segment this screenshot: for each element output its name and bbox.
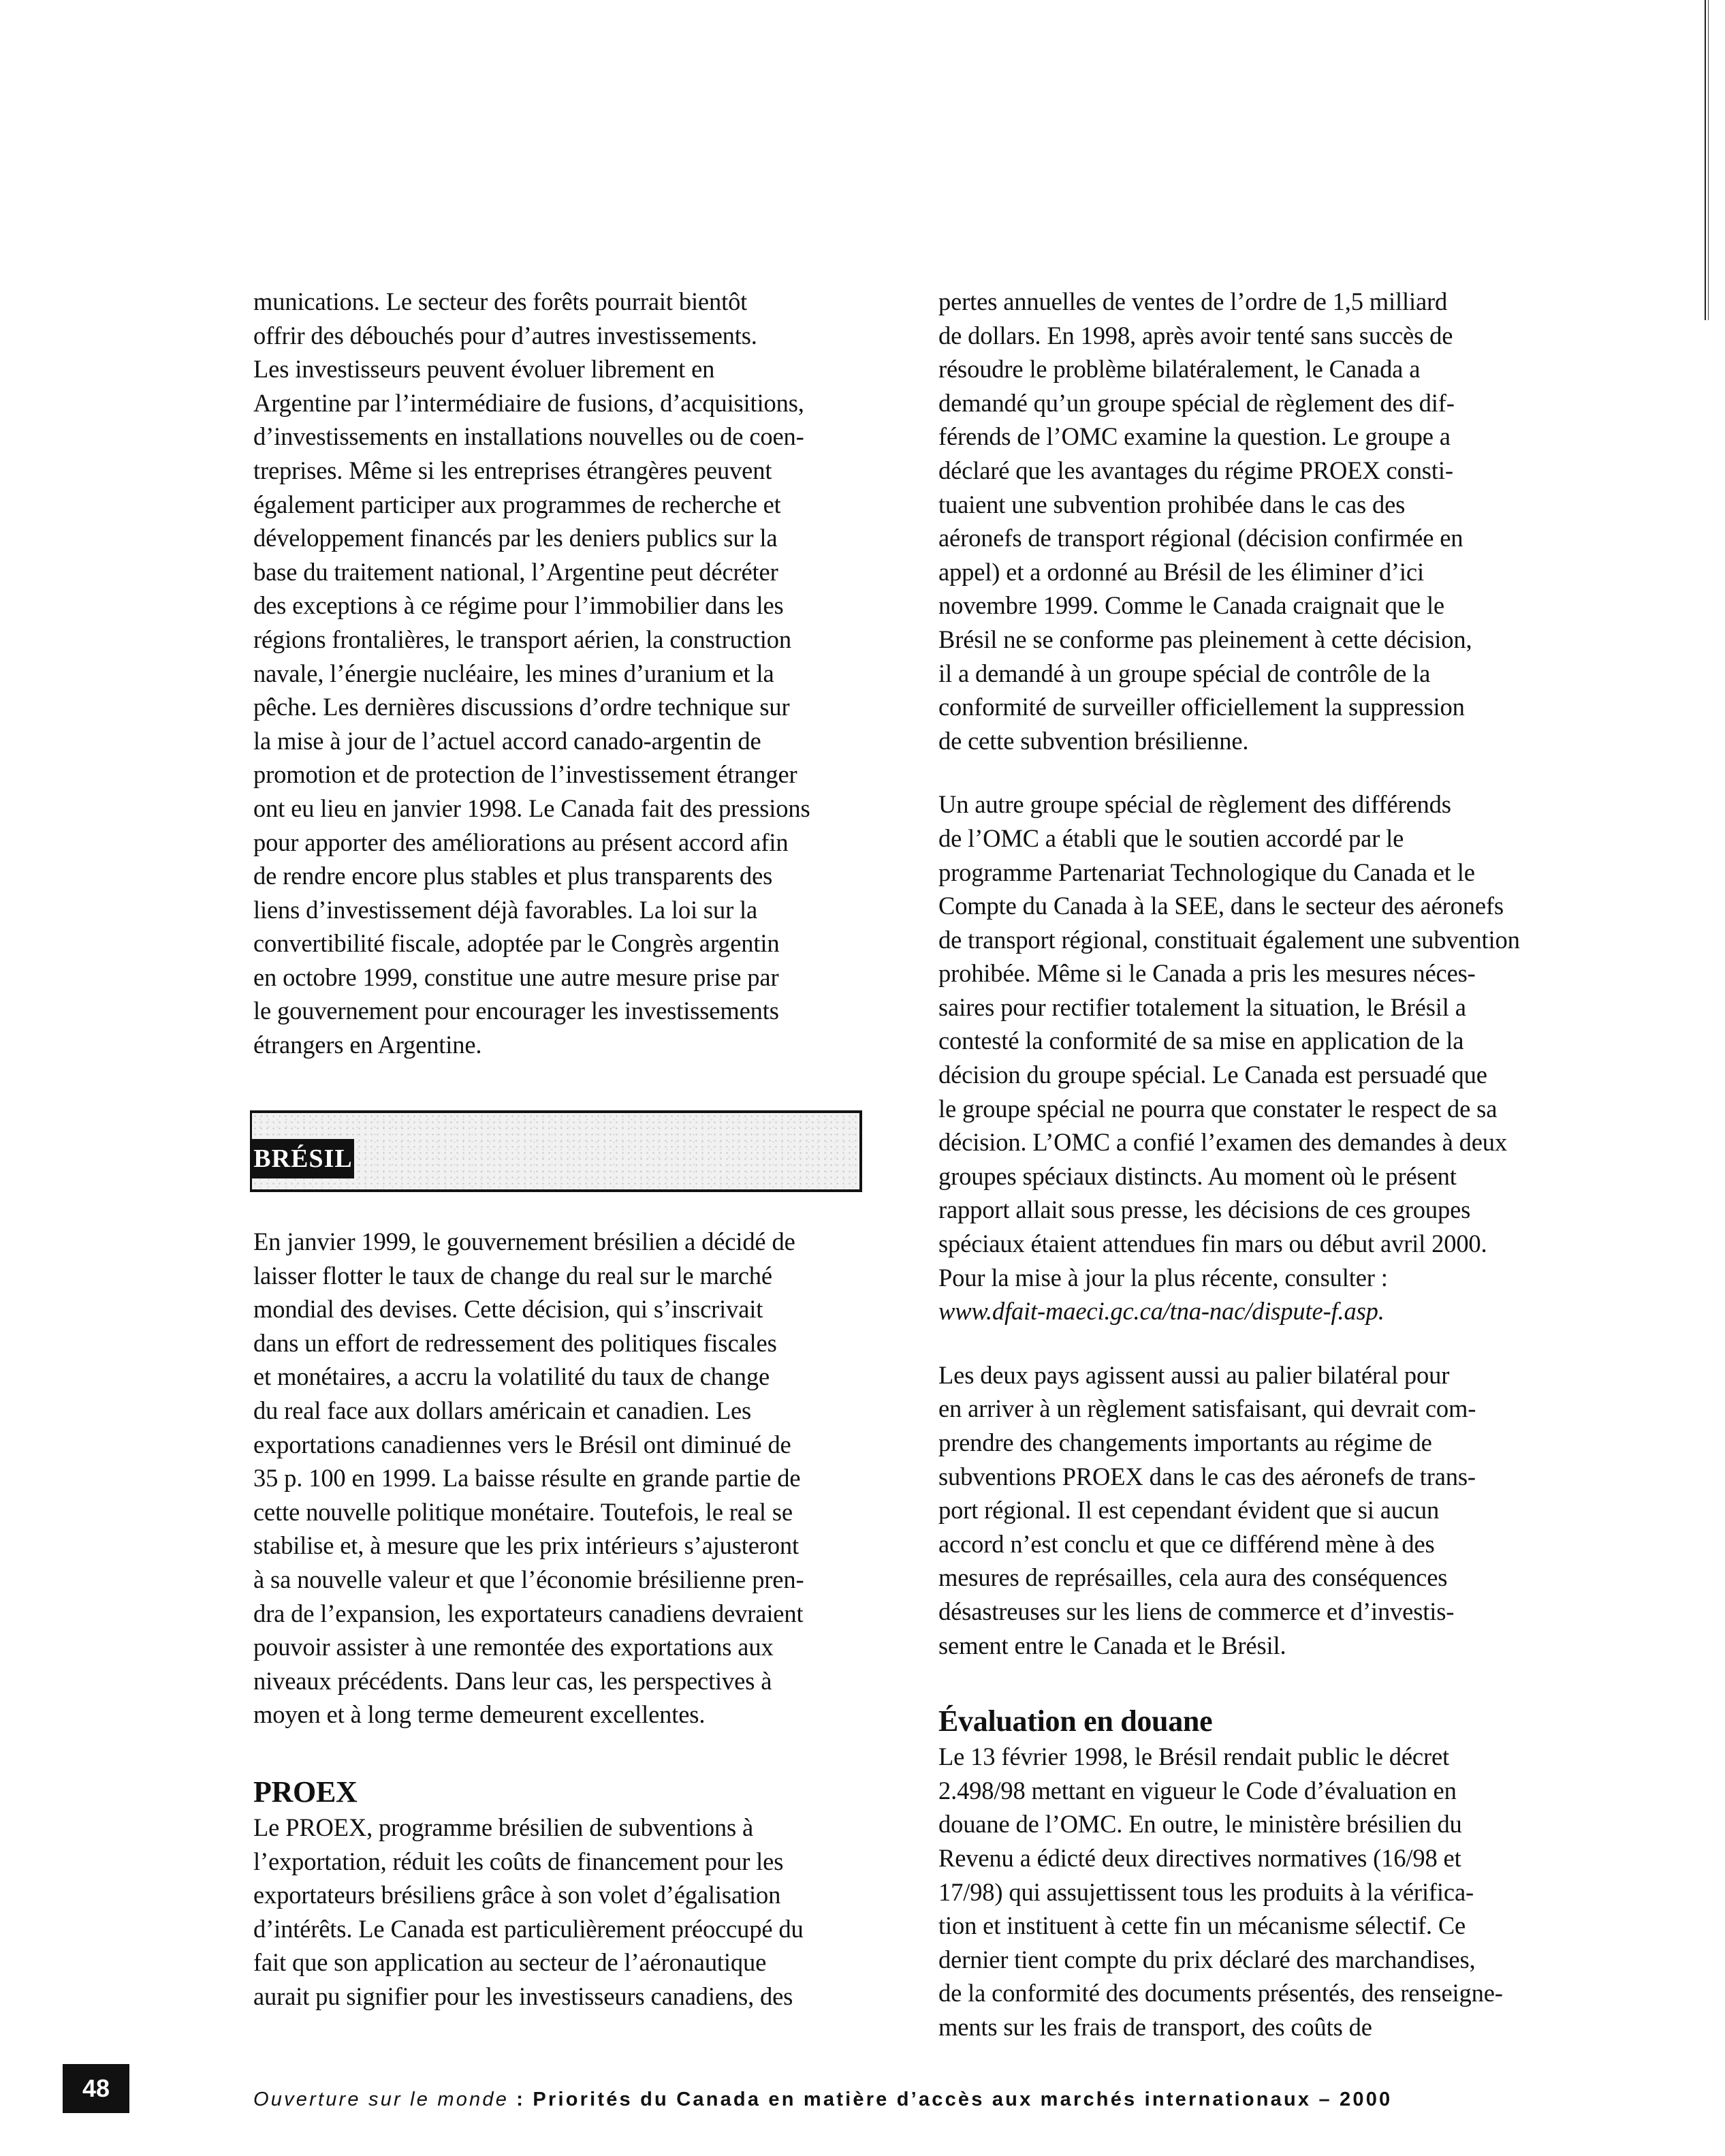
dispute-url-link[interactable]: www.dfait-maeci.gc.ca/tna-nac/dispute-f.asp. [938, 1297, 1384, 1326]
bresil-exchange-paragraph: En janvier 1999, le gouvernement brésilien a décidé de laisser flotter le taux de change du real sur le marché mondial des devises. Cette décision, qui s’inscrivait dans un effort de redressement des politiques fiscales et monétaires, a accru la volatilité du taux de change du real face aux dollars américain et canadien. Les exportations canadiennes vers le Brésil ont diminué de 35 p. 100 en 1999. La baisse résulte en grande partie de cette nouvelle politique monétaire. Toutefois, le real se stabilise et, à mesure que les prix intérieurs s’ajusteront à sa nouvelle valeur et que l’économie brésilienne pren- dra de l’expansion, les exportateurs canadiens devraient pouvoir assister à une remontée des exportations aux niveaux précédents. Dans leur cas, les perspectives à moyen et à long terme demeurent excellentes. [253, 1228, 804, 1729]
second-panel-text: Un autre groupe spécial de règlement des différends de l’OMC a établi que le soutien accordé par le programme Partenariat Technologique du Canada et le Compte du Canada à la SEE, dans le secteur des aéronefs de transport régional, constituait également une subvention prohibée. Même si le Canada a pris les mesures néces- saires pour rectifier totalement la situation, le Brésil a contesté la conformité de sa mise en application de la décision du groupe spécial. Le Canada est persuadé que le groupe spécial ne pourra que constater le respect de sa décision. L’OMC a confié l’examen des demandes à deux groupes spéciaux distincts. Au moment où le présent rapport allait sous presse, les décisions de ces groupes spéciaux étaient attendues fin mars ou début avril 2000. Pour la mise à jour la plus récente, consulter : [938, 790, 1520, 1292]
argentina-investment-paragraph: munications. Le secteur des forêts pourrait bientôt offrir des débouchés pour d’autres investissements. Les investisseurs peuvent évoluer librement en Argentine par l’intermédiaire de fusions, d’acquisitions, d’investissements en installations nouvelles ou de coen- treprises. Même si les entreprises étrangères peuvent également participer aux programmes de recherche et développement financés par les deniers publics sur la base du traitement national, l’Argentine peut décréter des exceptions à ce régime pour l’immobilier dans les régions frontalières, le transport aérien, la construction navale, l’énergie nucléaire, les mines d’uranium et la pêche. Les dernières discussions d’ordre technique sur la mise à jour de l’actuel accord canado-argentin de promotion et de protection de l’investissement étranger ont eu lieu en janvier 1998. Le Canada fait des pressions pour apporter des améliorations au présent accord afin de rendre encore plus stables et plus transparents des liens d’investissement déjà favorables. La loi sur la convertibilité fiscale, adoptée par le Congrès argentin en octobre 1999, constitue une autre mesure prise par le gouvernement pour encourager les investissements étrangers en Argentine. [253, 287, 810, 1059]
left-column [253, 285, 880, 1062]
bilateral-paragraph: Les deux pays agissent aussi au palier bilatéral pour en arriver à un règlement satisfaisant, qui devrait com- prendre des changements importants au régime de subventions PROEX dans le cas des aéronefs de trans- port régional. Il est cependant évident que si aucun accord n’est conclu et que ce différend mène à des mesures de représailles, cela aura des conséquences désastreuses sur les liens de commerce et d’investis- sement entre le Canada et le Brésil. [938, 1360, 1476, 1659]
heading-proex: PROEX [253, 1775, 358, 1809]
douane-paragraph: Le 13 février 1998, le Brésil rendait public le décret 2.498/98 mettant en vigueur le Code d’évaluation en douane de l’OMC. En outre, le ministère brésilien du Revenu a édicté deux directives normatives (16/98 et 17/98) qui assujettissent tous les produits à la vérifica- tion et instituent à cette fin un mécanisme sélectif. Ce dernier tient compte du prix déclaré des marchandises, de la conformité des documents présentés, des renseigne- ments sur les frais de transport, des coûts de [938, 1743, 1503, 2041]
footer-title-italic: Ouverture sur le monde [253, 2089, 509, 2110]
proex-paragraph: Le PROEX, programme brésilien de subventions à l’exportation, réduit les coûts de financement pour les exportateurs brésiliens grâce à son volet d’égalisation d’intérêts. Le Canada est particulièrement préoccupé du fait que son application au secteur de l’aéronautique aurait pu signifier pour les investisseurs canadiens, des [253, 1813, 804, 2010]
scan-edge-rule [1705, 0, 1710, 320]
section-banner-bresil [250, 1110, 862, 1192]
proex-panel-paragraph: pertes annuelles de ventes de l’ordre de 1,5 milliard de dollars. En 1998, après avoir tenté sans succès de résoudre le problème bilatéralement, le Canada a demandé qu’un groupe spécial de règlement des dif- férends de l’OMC examine la question. Le groupe a déclaré que les avantages du régime PROEX consti- tuaient une subvention prohibée dans le cas des aéronefs de transport régional (décision confirmée en appel) et a ordonné au Brésil de les éliminer d’ici novembre 1999. Comme le Canada craignait que le Brésil ne se conforme pas pleinement à cette décision, il a demandé à un groupe spécial de contrôle de la conformité de surveiller officiellement la suppression de cette subvention brésilienne. [938, 287, 1472, 755]
heading-evaluation-douane: Évaluation en douane [938, 1704, 1213, 1738]
footer-title-rest: : Priorités du Canada en matière d’accès aux marchés internationaux – 2000 [509, 2089, 1393, 2110]
right-column [938, 285, 1565, 2044]
section-label-bresil: BRÉSIL [252, 1139, 354, 1178]
running-footer [253, 2087, 1561, 2112]
page-number: 48 [63, 2064, 129, 2113]
second-panel-paragraph [938, 787, 1565, 1328]
left-column-lower [253, 1225, 880, 2013]
